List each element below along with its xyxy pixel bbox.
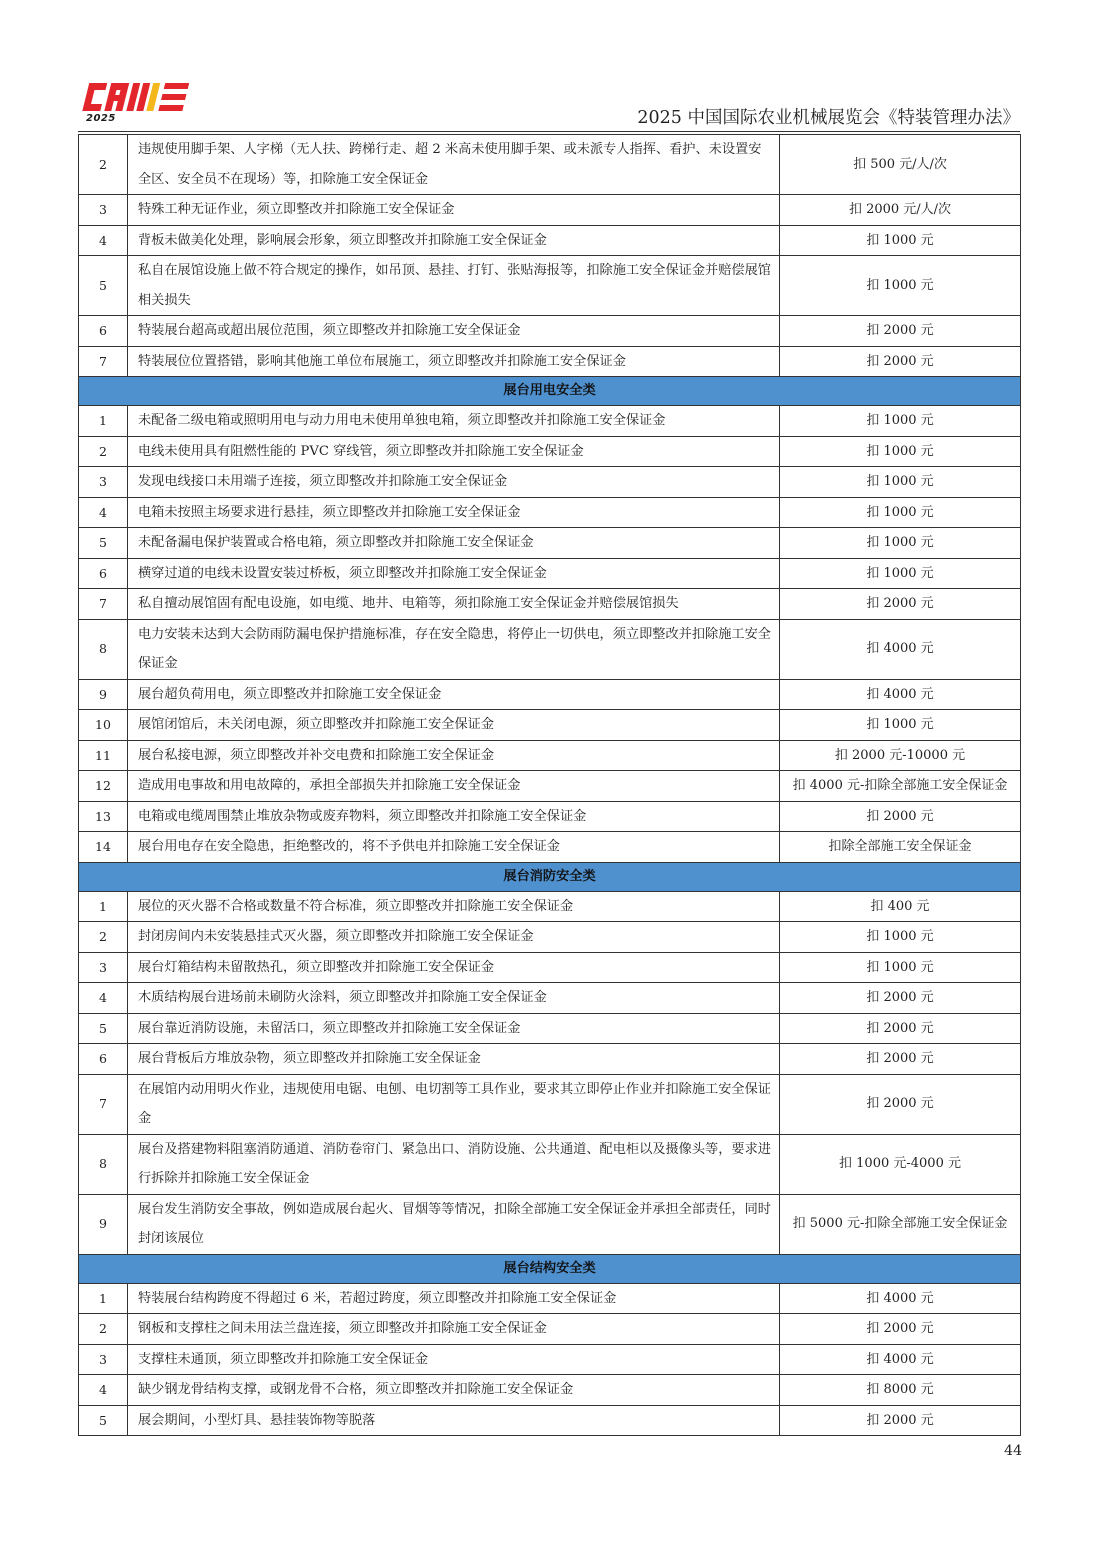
violation-text: 木质结构展台进场前未刷防火涂料，须立即整改并扣除施工安全保证金 <box>128 983 780 1014</box>
row-number: 4 <box>79 983 128 1014</box>
violation-text: 背板未做美化处理，影响展会形象，须立即整改并扣除施工安全保证金 <box>128 225 780 256</box>
violation-text: 私自在展馆设施上做不符合规定的操作，如吊顶、悬挂、打钉、张贴海报等，扣除施工安全保证金并赔偿展馆相关损失 <box>128 256 780 316</box>
row-number: 3 <box>79 467 128 498</box>
penalty-amount: 扣 1000 元 <box>780 952 1021 983</box>
penalty-amount: 扣 4000 元 <box>780 679 1021 710</box>
row-number: 7 <box>79 1074 128 1134</box>
row-number: 2 <box>79 436 128 467</box>
violation-text: 横穿过道的电线未设置安装过桥板，须立即整改并扣除施工安全保证金 <box>128 558 780 589</box>
violation-text: 展馆闭馆后，未关闭电源，须立即整改并扣除施工安全保证金 <box>128 710 780 741</box>
table-row <box>79 436 1021 467</box>
table-row <box>79 467 1021 498</box>
row-number: 3 <box>79 952 128 983</box>
violation-text: 特装展位位置搭错，影响其他施工单位布展施工，须立即整改并扣除施工安全保证金 <box>128 346 780 377</box>
table-row <box>79 832 1021 863</box>
penalty-amount: 扣 2000 元 <box>780 346 1021 377</box>
violation-text: 未配备漏电保护装置或合格电箱，须立即整改并扣除施工安全保证金 <box>128 528 780 559</box>
violation-text: 支撑柱未通顶，须立即整改并扣除施工安全保证金 <box>128 1344 780 1375</box>
violation-text: 造成用电事故和用电故障的，承担全部损失并扣除施工安全保证金 <box>128 771 780 802</box>
penalty-amount: 扣 2000 元/人/次 <box>780 195 1021 226</box>
violation-text: 电线未使用具有阻燃性能的 PVC 穿线管，须立即整改并扣除施工安全保证金 <box>128 436 780 467</box>
violation-text: 私自擅动展馆固有配电设施，如电缆、地井、电箱等，须扣除施工安全保证金并赔偿展馆损失 <box>128 589 780 620</box>
row-number: 1 <box>79 891 128 922</box>
violation-text: 发现电线接口未用端子连接，须立即整改并扣除施工安全保证金 <box>128 467 780 498</box>
table-row <box>79 771 1021 802</box>
violation-text: 未配备二级电箱或照明用电与动力用电未使用单独电箱，须立即整改并扣除施工安全保证金 <box>128 406 780 437</box>
penalty-amount: 扣 2000 元 <box>780 983 1021 1014</box>
violation-text: 违规使用脚手架、人字梯（无人扶、跨梯行走、超 2 米高未使用脚手架、或未派专人指挥、看护、未设置安全区、安全员不在现场）等，扣除施工安全保证金 <box>128 135 780 195</box>
violation-text: 电力安装未达到大会防雨防漏电保护措施标准，存在安全隐患，将停止一切供电，须立即整改并扣除施工安全保证金 <box>128 619 780 679</box>
table-row <box>79 225 1021 256</box>
violation-text: 电箱未按照主场要求进行悬挂，须立即整改并扣除施工安全保证金 <box>128 497 780 528</box>
section-header-fire <box>79 862 1021 891</box>
row-number: 5 <box>79 528 128 559</box>
penalty-amount: 扣 4000 元-扣除全部施工安全保证金 <box>780 771 1021 802</box>
table-row <box>79 1283 1021 1314</box>
table-row <box>79 1344 1021 1375</box>
violation-text: 展台背板后方堆放杂物，须立即整改并扣除施工安全保证金 <box>128 1044 780 1075</box>
penalty-amount: 扣 1000 元-4000 元 <box>780 1134 1021 1194</box>
row-number: 2 <box>79 922 128 953</box>
penalty-amount: 扣 4000 元 <box>780 619 1021 679</box>
penalty-amount: 扣除全部施工安全保证金 <box>780 832 1021 863</box>
row-number: 2 <box>79 1314 128 1345</box>
row-number: 5 <box>79 1013 128 1044</box>
penalty-amount: 扣 400 元 <box>780 891 1021 922</box>
table-row <box>79 589 1021 620</box>
row-number: 3 <box>79 1344 128 1375</box>
penalty-amount: 扣 1000 元 <box>780 922 1021 953</box>
penalty-amount: 扣 1000 元 <box>780 406 1021 437</box>
section-header-structure <box>79 1254 1021 1283</box>
violation-text: 封闭房间内未安装悬挂式灭火器，须立即整改并扣除施工安全保证金 <box>128 922 780 953</box>
page-number: 44 <box>1004 1443 1022 1459</box>
row-number: 4 <box>79 1375 128 1406</box>
penalty-amount: 扣 1000 元 <box>780 528 1021 559</box>
penalty-amount: 扣 1000 元 <box>780 558 1021 589</box>
row-number: 12 <box>79 771 128 802</box>
section-title: 展台用电安全类 <box>79 377 1021 406</box>
header-divider <box>78 131 1020 132</box>
violation-text: 展会期间，小型灯具、悬挂装饰物等脱落 <box>128 1405 780 1436</box>
penalty-amount: 扣 2000 元 <box>780 1314 1021 1345</box>
row-number: 6 <box>79 558 128 589</box>
table-row <box>79 316 1021 347</box>
logo-year: 2025 <box>86 113 116 124</box>
penalty-amount: 扣 2000 元 <box>780 1405 1021 1436</box>
violation-text: 展台灯箱结构未留散热孔，须立即整改并扣除施工安全保证金 <box>128 952 780 983</box>
penalty-amount: 扣 1000 元 <box>780 497 1021 528</box>
violation-text: 展台及搭建物料阻塞消防通道、消防卷帘门、紧急出口、消防设施、公共通道、配电柜以及摄像头等，要求进行拆除并扣除施工安全保证金 <box>128 1134 780 1194</box>
table-row <box>79 710 1021 741</box>
section-title: 展台结构安全类 <box>79 1254 1021 1283</box>
table-row <box>79 983 1021 1014</box>
table-row <box>79 256 1021 316</box>
penalty-amount: 扣 5000 元-扣除全部施工安全保证金 <box>780 1194 1021 1254</box>
violation-text: 缺少钢龙骨结构支撑，或钢龙骨不合格，须立即整改并扣除施工安全保证金 <box>128 1375 780 1406</box>
row-number: 1 <box>79 1283 128 1314</box>
violation-text: 展台超负荷用电，须立即整改并扣除施工安全保证金 <box>128 679 780 710</box>
penalty-amount: 扣 2000 元 <box>780 316 1021 347</box>
table-row <box>79 740 1021 771</box>
penalty-amount: 扣 2000 元-10000 元 <box>780 740 1021 771</box>
penalty-amount: 扣 1000 元 <box>780 256 1021 316</box>
violation-text: 展台发生消防安全事故，例如造成展台起火、冒烟等等情况，扣除全部施工安全保证金并承担全部责任，同时封闭该展位 <box>128 1194 780 1254</box>
row-number: 9 <box>79 1194 128 1254</box>
penalty-amount: 扣 4000 元 <box>780 1283 1021 1314</box>
violation-text: 特装展台结构跨度不得超过 6 米，若超过跨度，须立即整改并扣除施工安全保证金 <box>128 1283 780 1314</box>
table-row <box>79 1375 1021 1406</box>
row-number: 5 <box>79 256 128 316</box>
table-row <box>79 558 1021 589</box>
row-number: 5 <box>79 1405 128 1436</box>
penalty-table <box>78 134 1021 1436</box>
table-row <box>79 1074 1021 1134</box>
violation-text: 钢板和支撑柱之间未用法兰盘连接，须立即整改并扣除施工安全保证金 <box>128 1314 780 1345</box>
penalty-amount: 扣 500 元/人/次 <box>780 135 1021 195</box>
table-row <box>79 952 1021 983</box>
table-row <box>79 801 1021 832</box>
table-row <box>79 195 1021 226</box>
penalty-amount: 扣 2000 元 <box>780 1013 1021 1044</box>
row-number: 8 <box>79 619 128 679</box>
violation-text: 电箱或电缆周围禁止堆放杂物或废弃物料，须立即整改并扣除施工安全保证金 <box>128 801 780 832</box>
penalty-amount: 扣 1000 元 <box>780 710 1021 741</box>
violation-text: 展台私接电源，须立即整改并补交电费和扣除施工安全保证金 <box>128 740 780 771</box>
section-header-electric <box>79 377 1021 406</box>
table-row <box>79 679 1021 710</box>
row-number: 14 <box>79 832 128 863</box>
penalty-amount: 扣 8000 元 <box>780 1375 1021 1406</box>
row-number: 4 <box>79 497 128 528</box>
table-row <box>79 891 1021 922</box>
table-row <box>79 346 1021 377</box>
row-number: 8 <box>79 1134 128 1194</box>
table-row <box>79 528 1021 559</box>
violation-text: 展台靠近消防设施，未留活口，须立即整改并扣除施工安全保证金 <box>128 1013 780 1044</box>
row-number: 6 <box>79 1044 128 1075</box>
table-row <box>79 922 1021 953</box>
penalty-amount: 扣 2000 元 <box>780 801 1021 832</box>
row-number: 3 <box>79 195 128 226</box>
violation-text: 在展馆内动用明火作业，违规使用电锯、电刨、电切割等工具作业，要求其立即停止作业并扣除施工安全保证金 <box>128 1074 780 1134</box>
row-number: 1 <box>79 406 128 437</box>
violation-text: 展位的灭火器不合格或数量不符合标准，须立即整改并扣除施工安全保证金 <box>128 891 780 922</box>
table-row <box>79 1134 1021 1194</box>
penalty-amount: 扣 2000 元 <box>780 589 1021 620</box>
row-number: 7 <box>79 589 128 620</box>
table-row <box>79 1194 1021 1254</box>
row-number: 10 <box>79 710 128 741</box>
violation-text: 展台用电存在安全隐患，拒绝整改的，将不予供电并扣除施工安全保证金 <box>128 832 780 863</box>
table-row <box>79 619 1021 679</box>
row-number: 7 <box>79 346 128 377</box>
row-number: 2 <box>79 135 128 195</box>
section-title: 展台消防安全类 <box>79 862 1021 891</box>
penalty-amount: 扣 1000 元 <box>780 436 1021 467</box>
table-row <box>79 406 1021 437</box>
table-row <box>79 1013 1021 1044</box>
row-number: 13 <box>79 801 128 832</box>
table-row <box>79 1314 1021 1345</box>
row-number: 11 <box>79 740 128 771</box>
row-number: 4 <box>79 225 128 256</box>
row-number: 6 <box>79 316 128 347</box>
penalty-amount: 扣 1000 元 <box>780 467 1021 498</box>
penalty-amount: 扣 2000 元 <box>780 1044 1021 1075</box>
violation-text: 特殊工种无证作业，须立即整改并扣除施工安全保证金 <box>128 195 780 226</box>
row-number: 9 <box>79 679 128 710</box>
penalty-amount: 扣 2000 元 <box>780 1074 1021 1134</box>
table-row <box>79 497 1021 528</box>
penalty-amount: 扣 1000 元 <box>780 225 1021 256</box>
table-row <box>79 1044 1021 1075</box>
caamm-logo-mark <box>78 80 194 116</box>
violation-text: 特装展台超高或超出展位范围，须立即整改并扣除施工安全保证金 <box>128 316 780 347</box>
table-row <box>79 1405 1021 1436</box>
document-title: 2025 中国国际农业机械展览会《特装管理办法》 <box>637 108 1020 128</box>
table-row <box>79 135 1021 195</box>
penalty-amount: 扣 4000 元 <box>780 1344 1021 1375</box>
